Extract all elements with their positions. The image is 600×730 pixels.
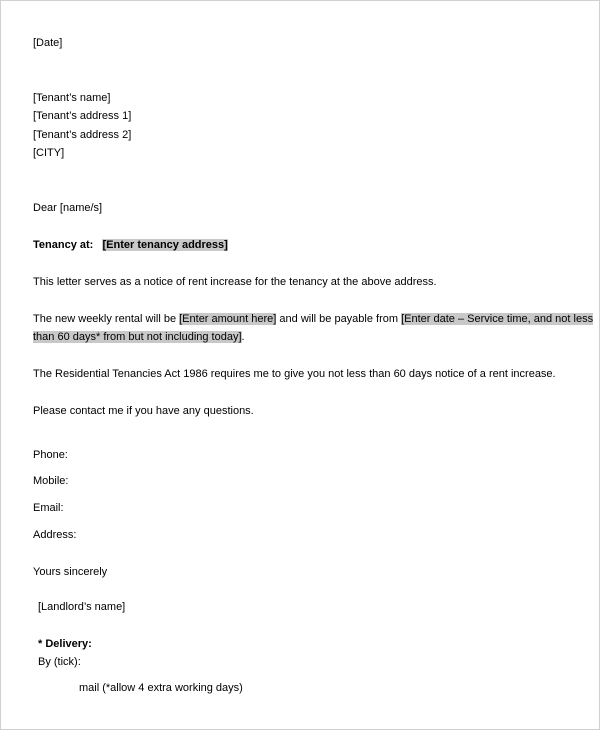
salutation: Dear [name/s]: [33, 202, 103, 214]
landlord-name: [Landlord’s name]: [38, 601, 126, 613]
tenancy-address-field: [Enter tenancy address]: [102, 239, 228, 251]
tenancy-label: Tenancy at:: [33, 239, 94, 251]
rental-date-field-part-1: [Enter date – Service time, and not less: [401, 313, 594, 325]
tenant-name: [Tenant’s name]: [33, 92, 111, 104]
notice-paragraph: This letter serves as a notice of rent increase for the tenancy at the above address.: [33, 276, 437, 288]
tenancy-line: [33, 238, 228, 252]
address-label: Address:: [33, 529, 77, 541]
delivery-label: * Delivery:: [38, 638, 92, 650]
phone-label: Phone:: [33, 449, 68, 461]
rental-amount-field: [Enter amount here]: [179, 313, 277, 325]
mobile-label: Mobile:: [33, 475, 69, 487]
mail-option: mail (*allow 4 extra working days): [79, 682, 243, 694]
date-line: [Date]: [33, 37, 63, 49]
closing: Yours sincerely: [33, 566, 108, 578]
act-paragraph: The Residential Tenancies Act 1986 requires me to give you not less than 60 days notice of a rent increase.: [33, 368, 556, 380]
rental-paragraph-line-1: [33, 312, 593, 326]
tenant-address-1: [Tenant’s address 1]: [33, 110, 132, 122]
rental-date-field-part-2: than 60 days* from but not including today]: [33, 331, 242, 343]
rental-text-a: The new weekly rental will be: [33, 313, 180, 325]
tenant-city: [CITY]: [33, 147, 65, 159]
contact-paragraph: Please contact me if you have any questions.: [33, 405, 254, 417]
by-tick-label: By (tick):: [38, 656, 81, 668]
email-label: Email:: [33, 502, 64, 514]
rental-end: .: [241, 331, 245, 343]
rental-text-b: and will be payable from: [276, 313, 402, 325]
tenant-address-2: [Tenant’s address 2]: [33, 129, 132, 141]
rental-paragraph-line-2: [33, 330, 245, 344]
